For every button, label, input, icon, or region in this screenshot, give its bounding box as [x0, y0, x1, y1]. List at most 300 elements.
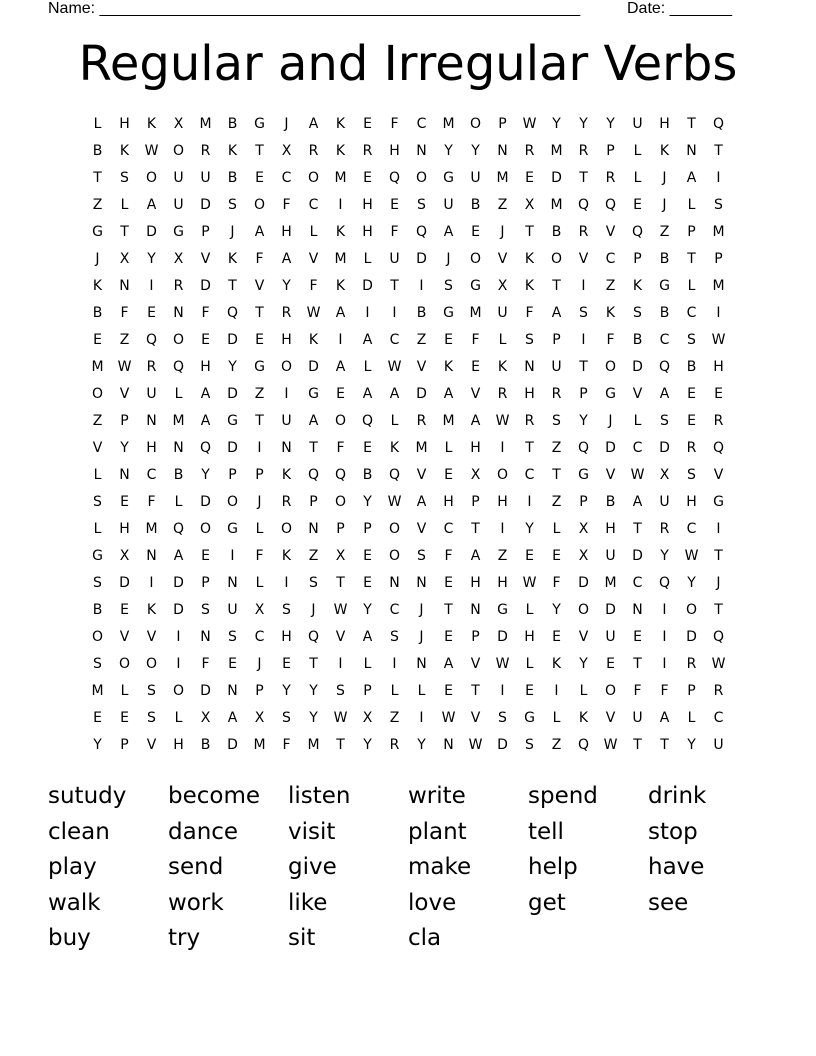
grid-letter: B [470, 197, 481, 213]
grid-letter: J [257, 656, 262, 672]
grid-letter: E [363, 575, 372, 591]
grid-letter: I [419, 710, 424, 726]
grid-letter: L [120, 197, 129, 213]
grid-letter: Q [172, 359, 185, 375]
grid-letter: M [91, 359, 104, 375]
grid-letter: H [524, 386, 535, 402]
grid-letter: O [388, 521, 401, 537]
grid-letter: D [605, 602, 616, 618]
grid-letter: R [686, 656, 697, 672]
grid-letter: C [308, 197, 319, 213]
grid-letter: W [333, 602, 348, 618]
grid-letter: L [633, 413, 642, 429]
grid-letter: Y [93, 737, 102, 753]
grid-letter: D [200, 683, 211, 699]
grid-letter: W [144, 143, 159, 159]
grid-letter: U [470, 170, 481, 186]
grid-letter: Y [363, 494, 372, 510]
grid-letter: R [416, 413, 427, 429]
grid-letter: T [660, 737, 669, 753]
grid-letter: E [552, 548, 561, 564]
word-list-item: cla [408, 925, 442, 951]
grid-letter: I [500, 683, 505, 699]
grid-letter: N [389, 575, 400, 591]
grid-letter: W [603, 737, 618, 753]
grid-letter: K [146, 116, 157, 132]
grid-letter: U [443, 197, 454, 213]
grid-letter: W [117, 359, 132, 375]
grid-row [84, 168, 732, 195]
grid-letter: W [333, 710, 348, 726]
grid-letter: K [524, 251, 535, 267]
grid-letter: T [579, 170, 588, 186]
grid-row [84, 708, 732, 735]
grid-letter: B [200, 737, 211, 753]
grid-letter: A [200, 413, 211, 429]
grid-letter: W [306, 305, 321, 321]
grid-letter: Z [119, 332, 130, 348]
grid-letter: A [335, 359, 346, 375]
grid-letter: O [334, 494, 347, 510]
grid-letter: V [92, 440, 103, 456]
grid-letter: I [554, 683, 559, 699]
grid-letter: T [120, 224, 129, 240]
grid-letter: E [120, 602, 129, 618]
grid-row [84, 519, 732, 546]
grid-row [84, 492, 732, 519]
grid-letter: H [389, 143, 400, 159]
grid-letter: N [146, 548, 157, 564]
grid-letter: G [443, 170, 454, 186]
grid-letter: D [227, 332, 238, 348]
grid-letter: L [525, 602, 534, 618]
word-list-item: walk [48, 889, 101, 916]
grid-letter: M [550, 197, 563, 213]
grid-letter: M [91, 683, 104, 699]
grid-letter: S [228, 629, 237, 645]
grid-letter: E [255, 332, 264, 348]
grid-letter: D [173, 602, 184, 618]
grid-letter: V [119, 386, 130, 402]
grid-letter: O [280, 521, 293, 537]
grid-letter: Y [147, 251, 156, 267]
grid-letter: E [633, 197, 642, 213]
grid-row [84, 141, 732, 168]
grid-letter: E [714, 386, 723, 402]
grid-letter: G [92, 224, 103, 240]
grid-letter: Y [606, 116, 615, 132]
grid-letter: M [469, 305, 482, 321]
grid-letter: X [254, 602, 265, 618]
grid-letter: O [604, 359, 617, 375]
grid-letter: I [662, 602, 667, 618]
grid-letter: L [174, 386, 183, 402]
grid-letter: I [716, 170, 721, 186]
grid-letter: Q [658, 359, 671, 375]
grid-letter: L [444, 440, 453, 456]
grid-letter: Q [577, 197, 590, 213]
grid-letter: P [255, 467, 264, 483]
grid-letter: H [281, 224, 292, 240]
grid-letter: A [254, 224, 265, 240]
grid-letter: A [308, 116, 319, 132]
grid-letter: A [686, 170, 697, 186]
grid-letter: Y [282, 278, 291, 294]
grid-letter: D [200, 278, 211, 294]
grid-letter: U [605, 548, 616, 564]
grid-letter: L [579, 683, 588, 699]
grid-letter: A [443, 386, 454, 402]
grid-row [84, 222, 732, 249]
word-list-item: give [288, 854, 337, 880]
grid-letter: J [284, 116, 289, 132]
grid-letter: Z [497, 197, 508, 213]
grid-letter: Y [309, 683, 318, 699]
grid-letter: A [173, 548, 184, 564]
grid-letter: B [659, 251, 670, 267]
grid-letter: N [497, 143, 508, 159]
grid-letter: B [227, 116, 238, 132]
grid-letter: G [443, 305, 454, 321]
grid-letter: Y [471, 143, 480, 159]
grid-letter: H [497, 575, 508, 591]
grid-letter: U [551, 359, 562, 375]
grid-letter: Y [363, 602, 372, 618]
grid-letter: X [578, 548, 589, 564]
grid-letter: W [711, 332, 726, 348]
grid-letter: W [495, 413, 510, 429]
word-list-item: plant [408, 818, 467, 845]
grid-letter: S [552, 413, 561, 429]
grid-letter: J [257, 494, 262, 510]
word-list-item: stop [648, 818, 698, 845]
grid-letter: T [471, 521, 480, 537]
grid-row [84, 384, 732, 411]
grid-letter: Q [199, 440, 212, 456]
grid-letter: O [496, 467, 509, 483]
grid-letter: G [308, 386, 319, 402]
grid-letter: F [120, 305, 129, 321]
grid-letter: L [93, 467, 102, 483]
grid-letter: Q [388, 170, 401, 186]
grid-letter: L [552, 710, 561, 726]
grid-letter: K [443, 359, 454, 375]
grid-letter: W [522, 575, 537, 591]
grid-letter: E [120, 710, 129, 726]
grid-letter: K [389, 440, 400, 456]
letter-grid [84, 114, 732, 762]
grid-letter: T [444, 602, 453, 618]
word-list-item: become [168, 783, 261, 809]
grid-letter: W [630, 467, 645, 483]
grid-letter: A [443, 656, 454, 672]
grid-letter: N [308, 521, 319, 537]
grid-letter: A [146, 197, 157, 213]
word-list-item: play [48, 854, 97, 880]
grid-letter: Q [631, 224, 644, 240]
grid-letter: W [495, 656, 510, 672]
grid-letter: O [334, 413, 347, 429]
grid-letter: T [390, 278, 399, 294]
grid-letter: T [309, 440, 318, 456]
grid-letter: E [444, 467, 453, 483]
grid-letter: S [579, 305, 588, 321]
grid-letter: F [255, 251, 264, 267]
grid-letter: J [419, 629, 424, 645]
grid-letter: P [255, 683, 264, 699]
grid-letter: K [578, 710, 589, 726]
grid-letter: H [470, 440, 481, 456]
grid-letter: D [362, 278, 373, 294]
grid-letter: P [552, 332, 561, 348]
grid-letter: S [228, 197, 237, 213]
grid-letter: X [659, 467, 670, 483]
grid-letter: B [173, 467, 184, 483]
grid-letter: O [685, 602, 698, 618]
grid-letter: D [308, 359, 319, 375]
grid-letter: H [200, 359, 211, 375]
grid-letter: W [522, 116, 537, 132]
grid-letter: M [334, 251, 347, 267]
grid-letter: Q [415, 224, 428, 240]
grid-letter: F [282, 197, 291, 213]
grid-letter: B [605, 494, 616, 510]
grid-letter: H [497, 494, 508, 510]
grid-letter: T [552, 278, 561, 294]
grid-letter: T [255, 413, 264, 429]
grid-letter: J [608, 413, 613, 429]
grid-letter: E [444, 683, 453, 699]
word-list-item: help [528, 854, 578, 880]
grid-letter: A [470, 548, 481, 564]
grid-letter: W [387, 359, 402, 375]
grid-letter: A [362, 386, 373, 402]
grid-letter: U [389, 251, 400, 267]
grid-letter: Y [309, 710, 318, 726]
grid-letter: G [659, 278, 670, 294]
grid-letter: K [659, 143, 670, 159]
grid-letter: L [687, 710, 696, 726]
grid-letter: X [524, 197, 535, 213]
grid-row [84, 438, 732, 465]
grid-letter: A [362, 629, 373, 645]
grid-letter: F [390, 116, 399, 132]
grid-letter: D [497, 737, 508, 753]
grid-letter: P [363, 683, 372, 699]
grid-letter: O [469, 116, 482, 132]
grid-letter: I [230, 548, 235, 564]
grid-letter: N [524, 359, 535, 375]
grid-letter: G [254, 116, 265, 132]
grid-letter: V [308, 251, 319, 267]
grid-letter: G [470, 278, 481, 294]
grid-letter: T [714, 602, 723, 618]
grid-row [84, 330, 732, 357]
grid-letter: G [227, 521, 238, 537]
grid-letter: J [500, 224, 505, 240]
grid-letter: B [92, 143, 103, 159]
grid-letter: P [498, 116, 507, 132]
word-list-item: get [528, 889, 566, 916]
grid-letter: T [525, 440, 534, 456]
grid-letter: L [255, 575, 264, 591]
grid-letter: K [281, 467, 292, 483]
grid-letter: R [281, 305, 292, 321]
grid-letter: C [713, 710, 724, 726]
grid-letter: G [92, 548, 103, 564]
grid-letter: Q [577, 440, 590, 456]
grid-letter: U [497, 305, 508, 321]
grid-letter: T [714, 143, 723, 159]
grid-letter: E [201, 548, 210, 564]
grid-letter: X [578, 521, 589, 537]
word-list-item: drink [648, 783, 707, 809]
grid-letter: T [633, 656, 642, 672]
grid-letter: V [335, 629, 346, 645]
grid-letter: T [687, 251, 696, 267]
grid-letter: D [173, 575, 184, 591]
word-list-item: dance [168, 818, 239, 845]
grid-letter: Y [552, 602, 561, 618]
grid-letter: S [525, 737, 534, 753]
grid-letter: S [147, 710, 156, 726]
grid-letter: S [120, 170, 129, 186]
grid-letter: K [92, 278, 103, 294]
grid-letter: C [632, 440, 643, 456]
grid-letter: J [311, 602, 316, 618]
grid-letter: I [662, 629, 667, 645]
grid-letter: E [471, 359, 480, 375]
word-list-item: make [408, 854, 472, 880]
grid-letter: V [605, 467, 616, 483]
grid-letter: S [282, 602, 291, 618]
grid-letter: V [713, 467, 724, 483]
grid-letter: N [281, 440, 292, 456]
grid-letter: D [551, 170, 562, 186]
grid-letter: K [335, 224, 346, 240]
grid-letter: O [172, 143, 185, 159]
grid-letter: T [93, 170, 102, 186]
grid-letter: D [686, 629, 697, 645]
grid-letter: P [336, 521, 345, 537]
grid-letter: E [363, 548, 372, 564]
grid-letter: E [552, 629, 561, 645]
grid-letter: A [470, 413, 481, 429]
grid-letter: W [468, 737, 483, 753]
grid-row [84, 546, 732, 573]
grid-letter: F [336, 440, 345, 456]
grid-letter: H [119, 116, 130, 132]
word-list-item: visit [288, 818, 336, 845]
grid-letter: I [338, 332, 343, 348]
grid-letter: I [527, 494, 532, 510]
grid-letter: O [172, 683, 185, 699]
grid-letter: L [255, 521, 264, 537]
grid-letter: Z [551, 737, 562, 753]
grid-letter: R [200, 143, 211, 159]
grid-letter: P [228, 467, 237, 483]
grid-letter: R [659, 521, 670, 537]
grid-letter: L [120, 683, 129, 699]
grid-letter: Q [307, 467, 320, 483]
grid-letter: O [415, 170, 428, 186]
grid-letter: A [389, 386, 400, 402]
grid-letter: Q [307, 629, 320, 645]
grid-letter: P [471, 629, 480, 645]
word-list-item: try [168, 925, 201, 951]
grid-letter: F [606, 332, 615, 348]
grid-letter: R [578, 143, 589, 159]
grid-letter: O [199, 521, 212, 537]
grid-letter: W [684, 548, 699, 564]
grid-letter: N [173, 305, 184, 321]
grid-letter: V [146, 629, 157, 645]
grid-letter: D [227, 386, 238, 402]
grid-letter: R [308, 143, 319, 159]
grid-letter: F [201, 656, 210, 672]
grid-row [84, 600, 732, 627]
grid-row [84, 276, 732, 303]
word-list-item: send [168, 854, 224, 880]
grid-letter: B [227, 170, 238, 186]
grid-letter: E [471, 224, 480, 240]
grid-letter: H [524, 629, 535, 645]
grid-letter: M [442, 116, 455, 132]
grid-letter: S [201, 602, 210, 618]
grid-letter: E [255, 170, 264, 186]
grid-letter: L [390, 413, 399, 429]
grid-letter: G [524, 710, 535, 726]
grid-letter: X [119, 548, 130, 564]
grid-letter: L [687, 278, 696, 294]
grid-letter: N [416, 575, 427, 591]
grid-letter: M [145, 521, 158, 537]
grid-letter: P [633, 251, 642, 267]
grid-letter: C [443, 521, 454, 537]
grid-letter: K [335, 143, 346, 159]
grid-letter: R [281, 494, 292, 510]
grid-letter: Z [389, 710, 400, 726]
grid-letter: I [176, 656, 181, 672]
grid-letter: D [200, 494, 211, 510]
grid-letter: E [93, 710, 102, 726]
grid-letter: S [417, 197, 426, 213]
grid-letter: N [119, 467, 130, 483]
grid-letter: X [470, 467, 481, 483]
grid-letter: C [524, 467, 535, 483]
grid-letter: A [308, 413, 319, 429]
grid-letter: V [632, 386, 643, 402]
name-field-label: Name: ______________________________________________________ [48, 0, 581, 17]
grid-letter: L [93, 116, 102, 132]
grid-letter: Z [551, 440, 562, 456]
grid-letter: Z [92, 413, 103, 429]
grid-letter: V [146, 737, 157, 753]
grid-letter: I [149, 575, 154, 591]
grid-letter: Y [525, 521, 534, 537]
grid-letter: J [230, 224, 235, 240]
grid-letter: E [633, 629, 642, 645]
grid-letter: M [604, 575, 617, 591]
grid-letter: V [605, 224, 616, 240]
grid-letter: I [716, 521, 721, 537]
grid-letter: E [606, 656, 615, 672]
grid-letter: I [392, 656, 397, 672]
grid-letter: S [687, 467, 696, 483]
grid-letter: A [335, 305, 346, 321]
grid-row [84, 114, 732, 141]
grid-letter: B [416, 305, 427, 321]
